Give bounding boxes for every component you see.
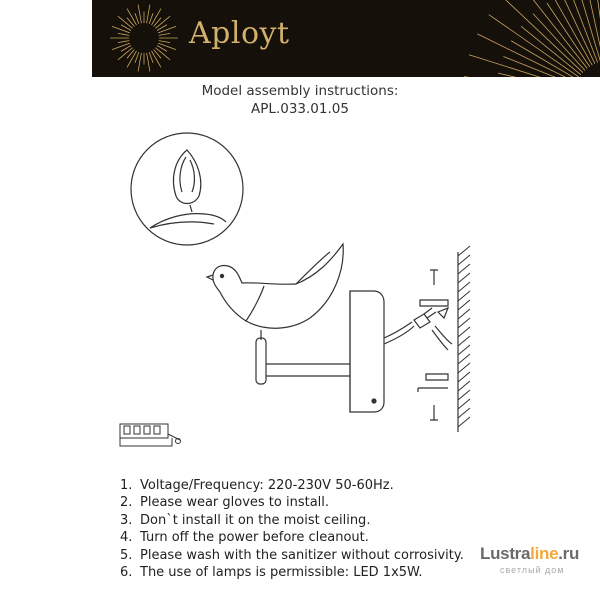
lamp-arm-drawing: [256, 330, 350, 384]
instruction-item: 5. Please wash with the sanitizer without corrosivity.: [120, 547, 464, 563]
watermark: [470, 544, 595, 584]
model-number: APL.033.01.05: [251, 101, 349, 117]
terminal-block-icon: [120, 424, 181, 446]
instruction-list: [120, 477, 464, 581]
lamp-body-drawing: [207, 244, 343, 328]
wall-drawing: [458, 246, 470, 432]
lamp-preview-icon: [131, 133, 243, 245]
wiring-drawing: [384, 308, 452, 350]
instruction-item: 6. The use of lamps is permissible: LED 1x5W.: [120, 565, 423, 581]
instruction-item: 1. Voltage/Frequency: 220-230V 50-60Hz.: [120, 478, 394, 493]
document-title: Model assembly instructions:: [201, 83, 399, 99]
watermark-subtitle: светлый дом: [500, 565, 565, 575]
instruction-item: 4. Turn off the power before cleanout.: [120, 530, 369, 546]
instruction-item: 3. Don`t install it on the moist ceiling.: [120, 512, 371, 528]
watermark-logo: Lustraline.ru: [480, 544, 580, 563]
instruction-item: 2. Please wear gloves to install.: [120, 495, 330, 511]
brand-name: Aployt: [189, 16, 290, 51]
wall-base-drawing: [350, 291, 384, 412]
